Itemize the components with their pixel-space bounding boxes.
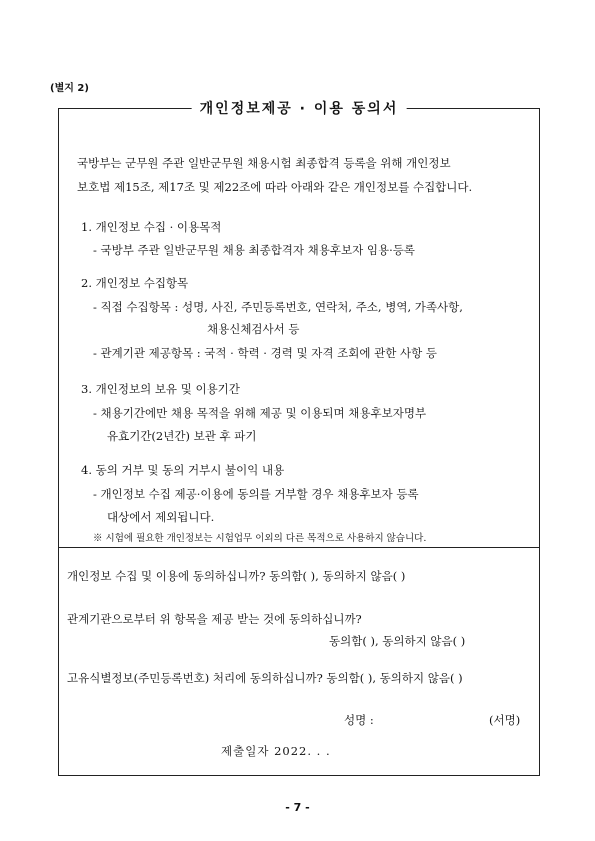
page-number: - 7 - [285,801,310,814]
annex-label: (별지 2) [50,83,89,94]
consent-third-party-question: 관계기관으로부터 위 항목을 제공 받는 것에 동의하십니까? [67,612,362,626]
consent-third-party-options: 동의함( ), 동의하지 않음( ) [329,634,466,648]
section-2-line-2: 채용신체검사서 등 [207,322,300,336]
section-4-heading: 4. 동의 거부 및 동의 거부시 불이익 내용 [81,463,285,477]
section-4-line-2: 대상에서 제외됩니다. [107,510,215,524]
submission-date: 제출일자 2022. . . [221,744,331,758]
section-4-line-1: - 개인정보 수집 제공·이용에 동의를 거부할 경우 채용후보자 등록 [93,487,419,501]
consent-unique-id-question: 고유식별정보(주민등록번호) 처리에 동의하십니까? 동의함( ), 동의하지 않음( ) [67,671,463,685]
intro-line-1: 국방부는 군무원 주관 일반군무원 채용시험 최종합격 등록을 위해 개인정보 [77,156,451,170]
form-title: 개인정보제공 · 이용 동의서 [192,98,407,118]
signature-name-label: 성명 : [344,713,374,727]
consent-collection-question: 개인정보 수집 및 이용에 동의하십니까? 동의함( ), 동의하지 않음( ) [67,569,406,583]
section-2-heading: 2. 개인정보 수집항목 [81,276,189,290]
section-3-heading: 3. 개인정보의 보유 및 이용기간 [81,382,240,396]
section-1-heading: 1. 개인정보 수집 · 이용목적 [81,220,222,234]
section-2-line-3: - 관계기관 제공항목 : 국적 · 학력 · 경력 및 자격 조회에 관한 사항 등 [93,346,437,360]
intro-line-2: 보호법 제15조, 제17조 및 제22조에 따라 아래와 같은 개인정보를 수집합니다. [77,180,473,194]
section-3-line-2: 유효기간(2년간) 보관 후 파기 [107,429,257,443]
section-1-line: - 국방부 주관 일반군무원 채용 최종합격자 채용후보자 임용·등록 [93,243,415,257]
section-3-line-1: - 채용기간에만 채용 목적을 위해 제공 및 이용되며 채용후보자명부 [93,406,427,420]
privacy-note: ※ 시험에 필요한 개인정보는 시험업무 이외의 다른 목적으로 사용하지 않습니다. [93,533,427,544]
signature-mark: (서명) [489,713,521,727]
section-divider [59,547,539,548]
consent-form-box [58,101,540,776]
section-2-line-1: - 직접 수집항목 : 성명, 사진, 주민등록번호, 연락처, 주소, 병역, 가족사항, [93,300,463,314]
